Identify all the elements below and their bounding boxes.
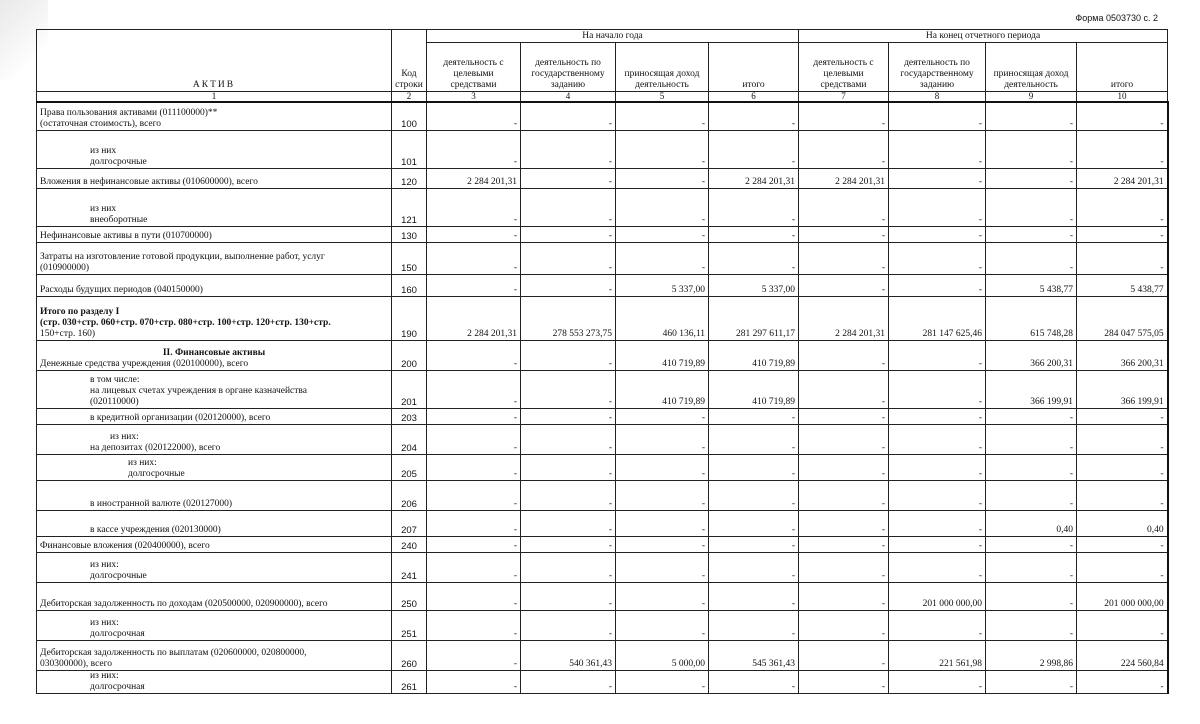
- value-cell: -: [1077, 424, 1168, 454]
- header-kod: Код строки: [392, 30, 427, 92]
- row-label: [37, 296, 392, 340]
- table-row: [37, 582, 1168, 610]
- row-label: [37, 640, 392, 670]
- table-row: [37, 370, 1168, 408]
- value-cell: -: [709, 454, 799, 480]
- value-cell: -: [889, 188, 986, 226]
- value-cell: -: [799, 340, 889, 370]
- row-label: [37, 510, 392, 536]
- value-cell: 366 199,91: [986, 370, 1077, 408]
- row-label: [37, 242, 392, 274]
- row-label-line: долгосрочные: [128, 468, 185, 479]
- value-cell: 366 199,91: [1077, 370, 1168, 408]
- row-code: 190: [392, 296, 427, 340]
- row-code: 250: [392, 582, 427, 610]
- row-label: [37, 536, 392, 552]
- value-cell: 2 284 201,31: [1077, 168, 1168, 188]
- value-cell: -: [616, 424, 709, 454]
- value-cell: 410 719,89: [709, 340, 799, 370]
- value-cell: 201 000 000,00: [1077, 582, 1168, 610]
- value-cell: 5 000,00: [616, 640, 709, 670]
- value-cell: -: [427, 510, 521, 536]
- header-end-group: На конец отчетного периода: [799, 30, 1168, 43]
- row-label: [37, 610, 392, 640]
- row-label-line: 150+стр. 160): [40, 328, 96, 339]
- value-cell: -: [799, 454, 889, 480]
- row-label-line: Вложения в нефинансовые активы (010600000), всего: [40, 176, 258, 187]
- header-sub: приносящая доход деятельность: [616, 43, 709, 92]
- value-cell: -: [521, 424, 616, 454]
- row-label-line: из них:: [90, 617, 119, 628]
- value-cell: -: [986, 242, 1077, 274]
- row-code: 150: [392, 242, 427, 274]
- col-number: 3: [427, 92, 521, 103]
- row-label-line: из них:: [110, 431, 139, 442]
- value-cell: -: [521, 552, 616, 582]
- value-cell: -: [1077, 454, 1168, 480]
- row-label-line: в кассе учреждения (020130000): [90, 524, 221, 535]
- row-code: 241: [392, 552, 427, 582]
- value-cell: -: [799, 552, 889, 582]
- row-label-line: из них: [90, 145, 117, 156]
- value-cell: -: [986, 168, 1077, 188]
- table-row: [37, 274, 1168, 296]
- value-cell: -: [521, 510, 616, 536]
- row-label-line: долгосрочные: [90, 570, 147, 581]
- row-label: [37, 226, 392, 242]
- value-cell: -: [986, 610, 1077, 640]
- value-cell: -: [889, 610, 986, 640]
- value-cell: 615 748,28: [986, 296, 1077, 340]
- value-cell: -: [709, 582, 799, 610]
- table-row: [37, 188, 1168, 226]
- value-cell: -: [521, 480, 616, 510]
- value-cell: -: [427, 536, 521, 552]
- value-cell: -: [986, 226, 1077, 242]
- value-cell: 0,40: [986, 510, 1077, 536]
- row-code: 206: [392, 480, 427, 510]
- value-cell: 410 719,89: [616, 370, 709, 408]
- table-row: [37, 480, 1168, 510]
- value-cell: -: [521, 370, 616, 408]
- row-label-line: из них:: [128, 457, 157, 468]
- value-cell: -: [709, 670, 799, 693]
- value-cell: -: [427, 582, 521, 610]
- value-cell: -: [889, 670, 986, 693]
- header-sub: деятельность по государственному заданию: [521, 43, 616, 92]
- header-sub: деятельность по государственному заданию: [889, 43, 986, 92]
- value-cell: 2 998,86: [986, 640, 1077, 670]
- value-cell: -: [709, 408, 799, 424]
- row-label-line: Дебиторская задолженность по выплатам (020600000, 020800000,: [40, 647, 307, 658]
- value-cell: -: [799, 610, 889, 640]
- row-label-line: 030300000), всего: [40, 658, 113, 669]
- row-code: 101: [392, 130, 427, 168]
- value-cell: -: [986, 582, 1077, 610]
- value-cell: -: [799, 130, 889, 168]
- value-cell: -: [709, 480, 799, 510]
- row-label-line: внеоборотные: [90, 214, 148, 225]
- value-cell: -: [521, 536, 616, 552]
- value-cell: -: [889, 274, 986, 296]
- value-cell: 5 337,00: [709, 274, 799, 296]
- row-label-line: из них: [90, 203, 117, 214]
- value-cell: -: [427, 340, 521, 370]
- value-cell: -: [616, 102, 709, 130]
- value-cell: -: [799, 536, 889, 552]
- row-code: 260: [392, 640, 427, 670]
- value-cell: -: [521, 582, 616, 610]
- table-row: [37, 640, 1168, 670]
- value-cell: -: [799, 370, 889, 408]
- row-label-line: на депозитах (020122000), всего: [90, 442, 221, 453]
- value-cell: -: [709, 552, 799, 582]
- row-code: 203: [392, 408, 427, 424]
- table-row: [37, 168, 1168, 188]
- value-cell: -: [986, 536, 1077, 552]
- value-cell: -: [427, 480, 521, 510]
- row-code: 207: [392, 510, 427, 536]
- form-label: Форма 0503730 с. 2: [1075, 13, 1158, 23]
- value-cell: -: [427, 370, 521, 408]
- value-cell: -: [799, 582, 889, 610]
- value-cell: -: [986, 480, 1077, 510]
- value-cell: -: [1077, 188, 1168, 226]
- row-label: [37, 168, 392, 188]
- table-row: [37, 226, 1168, 242]
- col-number: 2: [392, 92, 427, 103]
- col-number: 10: [1077, 92, 1168, 103]
- value-cell: -: [799, 510, 889, 536]
- value-cell: -: [889, 370, 986, 408]
- row-label: [37, 340, 392, 370]
- row-label-line: Затраты на изготовление готовой продукции, выполнение работ, услуг: [40, 251, 325, 262]
- value-cell: -: [427, 424, 521, 454]
- value-cell: -: [709, 188, 799, 226]
- row-label-line: (020110000): [90, 396, 139, 407]
- value-cell: -: [427, 130, 521, 168]
- value-cell: -: [616, 536, 709, 552]
- value-cell: -: [799, 640, 889, 670]
- value-cell: -: [521, 670, 616, 693]
- value-cell: -: [986, 130, 1077, 168]
- value-cell: -: [521, 188, 616, 226]
- row-label: [37, 102, 392, 130]
- table-row: [37, 340, 1168, 370]
- col-number: 9: [986, 92, 1077, 103]
- value-cell: 284 047 575,05: [1077, 296, 1168, 340]
- value-cell: 410 719,89: [616, 340, 709, 370]
- value-cell: -: [1077, 242, 1168, 274]
- table-row: [37, 454, 1168, 480]
- row-label: [37, 188, 392, 226]
- value-cell: 281 297 611,17: [709, 296, 799, 340]
- value-cell: -: [709, 510, 799, 536]
- row-label: [37, 274, 392, 296]
- row-label-line: долгосрочная: [90, 681, 145, 692]
- value-cell: 2 284 201,31: [799, 296, 889, 340]
- value-cell: 224 560,84: [1077, 640, 1168, 670]
- row-label: [37, 552, 392, 582]
- value-cell: -: [616, 168, 709, 188]
- value-cell: -: [1077, 670, 1168, 693]
- value-cell: -: [427, 242, 521, 274]
- header-sub: деятельность с целевыми средствами: [799, 43, 889, 92]
- value-cell: -: [709, 130, 799, 168]
- row-code: 251: [392, 610, 427, 640]
- value-cell: -: [427, 552, 521, 582]
- balance-table: [36, 29, 1169, 694]
- table-row: [37, 296, 1168, 340]
- col-number: 6: [709, 92, 799, 103]
- row-code: 121: [392, 188, 427, 226]
- row-label-line: Дебиторская задолженность по доходам (020500000, 020900000), всего: [40, 598, 328, 609]
- col-number: 1: [37, 92, 392, 103]
- row-code: 201: [392, 370, 427, 408]
- value-cell: -: [889, 408, 986, 424]
- value-cell: 410 719,89: [709, 370, 799, 408]
- header-sub: итого: [709, 43, 799, 92]
- value-cell: -: [427, 274, 521, 296]
- row-label-line: Права пользования активами (011100000)**: [40, 107, 218, 118]
- value-cell: -: [709, 536, 799, 552]
- value-cell: -: [521, 242, 616, 274]
- header-sub: приносящая доход деятельность: [986, 43, 1077, 92]
- value-cell: -: [986, 424, 1077, 454]
- table-row: [37, 102, 1168, 130]
- value-cell: 2 284 201,31: [709, 168, 799, 188]
- value-cell: -: [709, 242, 799, 274]
- value-cell: -: [889, 242, 986, 274]
- row-label-line: (остаточная стоимость), всего: [40, 118, 162, 129]
- row-code: 204: [392, 424, 427, 454]
- table-body: [37, 102, 1168, 693]
- row-code: 120: [392, 168, 427, 188]
- value-cell: -: [521, 340, 616, 370]
- row-label-line: Денежные средства учреждения (020100000), всего: [40, 358, 249, 369]
- row-label: [37, 582, 392, 610]
- value-cell: -: [521, 168, 616, 188]
- value-cell: -: [616, 510, 709, 536]
- value-cell: 460 136,11: [616, 296, 709, 340]
- row-code: 205: [392, 454, 427, 480]
- value-cell: -: [709, 610, 799, 640]
- value-cell: -: [889, 536, 986, 552]
- value-cell: -: [1077, 480, 1168, 510]
- value-cell: -: [1077, 102, 1168, 130]
- value-cell: 221 561,98: [889, 640, 986, 670]
- value-cell: -: [616, 408, 709, 424]
- row-code: 261: [392, 670, 427, 693]
- table-row: [37, 536, 1168, 552]
- value-cell: -: [799, 274, 889, 296]
- value-cell: 545 361,43: [709, 640, 799, 670]
- value-cell: 5 438,77: [1077, 274, 1168, 296]
- value-cell: -: [799, 480, 889, 510]
- table-row: [37, 242, 1168, 274]
- row-label: [37, 370, 392, 408]
- value-cell: -: [889, 480, 986, 510]
- row-label-line: Расходы будущих периодов (040150000): [40, 284, 203, 295]
- value-cell: -: [616, 242, 709, 274]
- row-label-line: (стр. 030+стр. 060+стр. 070+стр. 080+стр. 100+стр. 120+стр. 130+стр.: [40, 317, 331, 328]
- value-cell: -: [986, 670, 1077, 693]
- value-cell: -: [427, 670, 521, 693]
- row-label: [37, 670, 392, 693]
- value-cell: -: [709, 102, 799, 130]
- value-cell: -: [799, 188, 889, 226]
- row-label: [37, 454, 392, 480]
- value-cell: -: [1077, 130, 1168, 168]
- value-cell: -: [427, 102, 521, 130]
- value-cell: 201 000 000,00: [889, 582, 986, 610]
- value-cell: -: [889, 424, 986, 454]
- col-number: 4: [521, 92, 616, 103]
- row-label-line: в кредитной организации (020120000), всего: [90, 412, 271, 423]
- row-label-line: на лицевых счетах учреждения в органе казначейства: [90, 385, 307, 396]
- value-cell: -: [889, 340, 986, 370]
- table-row: [37, 610, 1168, 640]
- header-sub: итого: [1077, 43, 1168, 92]
- row-label-line: в том числе:: [90, 374, 140, 385]
- value-cell: -: [889, 168, 986, 188]
- value-cell: -: [1077, 552, 1168, 582]
- value-cell: 366 200,31: [1077, 340, 1168, 370]
- value-cell: -: [427, 640, 521, 670]
- value-cell: -: [1077, 536, 1168, 552]
- value-cell: -: [799, 226, 889, 242]
- row-label: [37, 130, 392, 168]
- row-code: 200: [392, 340, 427, 370]
- row-label-line: Итого по разделу I: [40, 306, 120, 317]
- value-cell: -: [521, 130, 616, 168]
- value-cell: -: [889, 552, 986, 582]
- value-cell: -: [521, 454, 616, 480]
- row-code: 160: [392, 274, 427, 296]
- value-cell: -: [427, 408, 521, 424]
- value-cell: -: [521, 408, 616, 424]
- value-cell: -: [709, 226, 799, 242]
- col-number: 7: [799, 92, 889, 103]
- row-label-line: из них:: [90, 559, 119, 570]
- value-cell: 2 284 201,31: [799, 168, 889, 188]
- value-cell: -: [521, 610, 616, 640]
- value-cell: -: [616, 670, 709, 693]
- value-cell: -: [616, 552, 709, 582]
- value-cell: 2 284 201,31: [427, 168, 521, 188]
- value-cell: -: [986, 552, 1077, 582]
- row-label: [37, 480, 392, 510]
- row-label-line: Финансовые вложения (020400000), всего: [40, 540, 210, 551]
- col-number: 5: [616, 92, 709, 103]
- row-label-line: долгосрочные: [90, 156, 147, 167]
- value-cell: 366 200,31: [986, 340, 1077, 370]
- value-cell: -: [799, 670, 889, 693]
- value-cell: -: [889, 130, 986, 168]
- value-cell: -: [986, 408, 1077, 424]
- value-cell: 281 147 625,46: [889, 296, 986, 340]
- table-row: [37, 424, 1168, 454]
- value-cell: -: [799, 408, 889, 424]
- row-label-line: из них:: [90, 670, 119, 681]
- row-label: [37, 424, 392, 454]
- row-label-line: в иностранной валюте (020127000): [90, 498, 233, 509]
- value-cell: -: [986, 188, 1077, 226]
- value-cell: -: [616, 480, 709, 510]
- row-label: [37, 408, 392, 424]
- row-label-line: II. Финансовые активы: [162, 347, 266, 358]
- value-cell: -: [616, 188, 709, 226]
- value-cell: 278 553 273,75: [521, 296, 616, 340]
- row-label-line: (010900000): [40, 262, 90, 273]
- header-aktiv: АКТИВ: [37, 30, 392, 92]
- value-cell: -: [616, 610, 709, 640]
- row-code: 240: [392, 536, 427, 552]
- table-row: [37, 670, 1168, 693]
- table-row: [37, 130, 1168, 168]
- value-cell: -: [521, 102, 616, 130]
- value-cell: -: [709, 424, 799, 454]
- value-cell: -: [1077, 408, 1168, 424]
- value-cell: -: [986, 102, 1077, 130]
- row-label-line: долгосрочная: [90, 628, 145, 639]
- value-cell: 540 361,43: [521, 640, 616, 670]
- value-cell: 5 337,00: [616, 274, 709, 296]
- value-cell: -: [799, 424, 889, 454]
- header-sub: деятельность с целевыми средствами: [427, 43, 521, 92]
- value-cell: 5 438,77: [986, 274, 1077, 296]
- value-cell: -: [799, 102, 889, 130]
- value-cell: -: [616, 582, 709, 610]
- value-cell: -: [889, 102, 986, 130]
- table-row: [37, 408, 1168, 424]
- col-number: 8: [889, 92, 986, 103]
- value-cell: -: [521, 226, 616, 242]
- row-code: 130: [392, 226, 427, 242]
- value-cell: -: [427, 610, 521, 640]
- value-cell: -: [616, 226, 709, 242]
- value-cell: -: [986, 454, 1077, 480]
- value-cell: -: [521, 274, 616, 296]
- value-cell: -: [616, 454, 709, 480]
- header-start-group: На начало года: [427, 30, 799, 43]
- value-cell: -: [1077, 610, 1168, 640]
- value-cell: -: [616, 130, 709, 168]
- table-row: [37, 510, 1168, 536]
- value-cell: -: [889, 454, 986, 480]
- value-cell: -: [889, 226, 986, 242]
- value-cell: -: [799, 242, 889, 274]
- table-row: [37, 552, 1168, 582]
- row-label-line: Нефинансовые активы в пути (010700000): [40, 230, 212, 241]
- value-cell: -: [427, 454, 521, 480]
- value-cell: 2 284 201,31: [427, 296, 521, 340]
- value-cell: -: [1077, 226, 1168, 242]
- row-code: 100: [392, 102, 427, 130]
- value-cell: -: [427, 226, 521, 242]
- value-cell: -: [889, 510, 986, 536]
- value-cell: 0,40: [1077, 510, 1168, 536]
- value-cell: -: [427, 188, 521, 226]
